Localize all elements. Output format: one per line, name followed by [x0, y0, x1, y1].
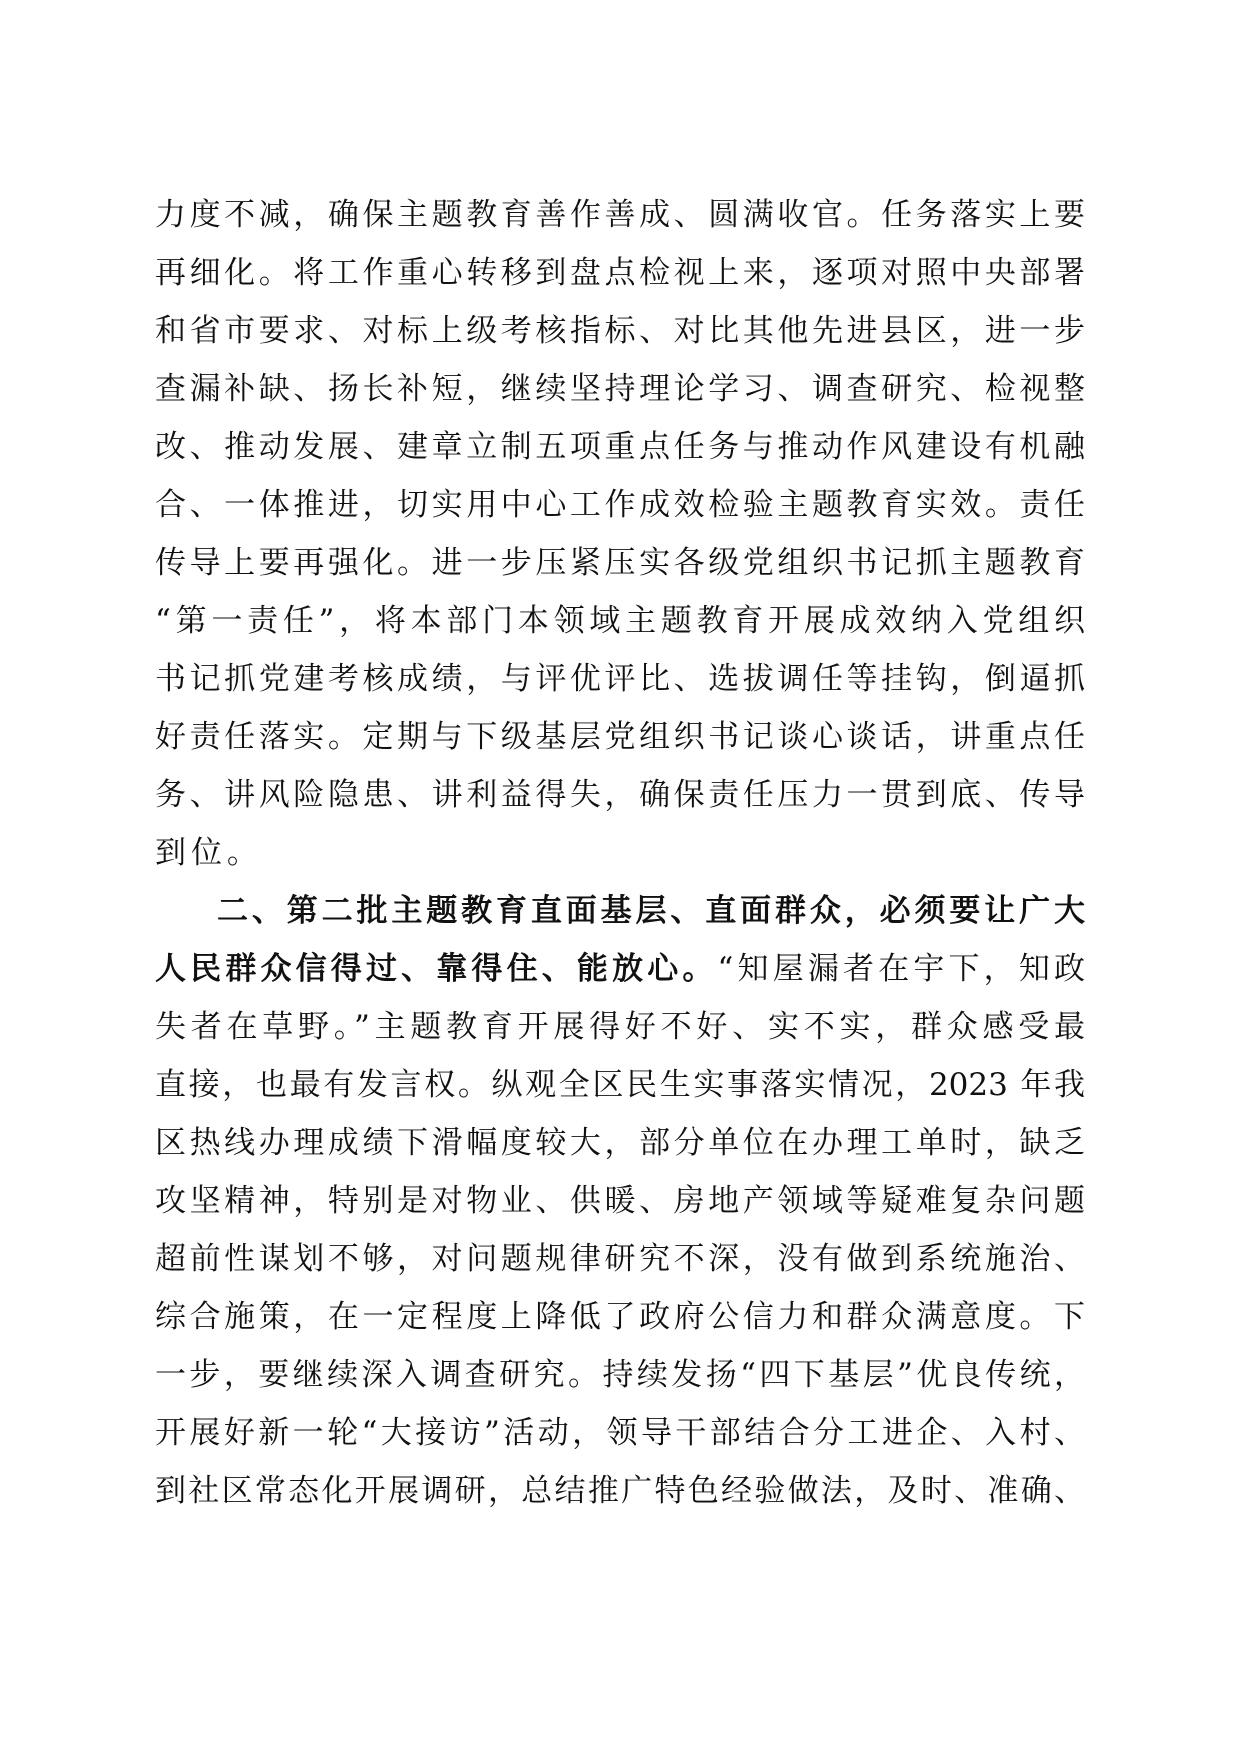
text-line: 超前性谋划不够，对问题规律研究不深，没有做到系统施治、	[155, 1241, 1085, 1277]
text-line: 查漏补缺、扬长补短，继续坚持理论学习、调查研究、检视整	[155, 371, 1085, 407]
text-line: 一步，要继续深入调查研究。持续发扬“四下基层”优良传统，	[155, 1357, 1085, 1393]
text-line: 区热线办理成绩下滑幅度较大，部分单位在办理工单时，缺乏	[155, 1125, 1085, 1161]
quote-start: “知屋漏者在宇下，知政	[717, 951, 1085, 987]
text-line: 和省市要求、对标上级考核指标、对比其他先进县区，进一步	[155, 313, 1085, 349]
paragraph-2	[155, 882, 1085, 1520]
text-line: 再细化。将工作重心转移到盘点检视上来，逐项对照中央部署	[155, 255, 1085, 291]
text-line: 到社区常态化开展调研，总结推广特色经验做法，及时、准确、	[155, 1473, 1085, 1509]
text-line: 务、讲风险隐患、讲利益得失，确保责任压力一贯到底、传导	[155, 777, 1085, 813]
section-heading-end: 人民群众信得过、靠得住、能放心。	[155, 951, 718, 987]
text-line: 综合施策，在一定程度上降低了政府公信力和群众满意度。下	[155, 1299, 1085, 1335]
section-heading-line: 二、第二批主题教育直面基层、直面群众，必须要让广大	[217, 893, 1085, 929]
text-line: 开展好新一轮“大接访”活动，领导干部结合分工进企、入村、	[155, 1415, 1085, 1451]
text-line: 书记抓党建考核成绩，与评优评比、选拔调任等挂钩，倒逼抓	[155, 661, 1085, 697]
text-line: 好责任落实。定期与下级基层党组织书记谈心谈话，讲重点任	[155, 719, 1085, 755]
text-line: 合、一体推进，切实用中心工作成效检验主题教育实效。责任	[155, 487, 1085, 523]
text-line: 力度不减，确保主题教育善作善成、圆满收官。任务落实上要	[155, 197, 1085, 233]
document-body	[155, 186, 1085, 1520]
text-line: 失者在草野。”主题教育开展得好不好、实不实，群众感受最	[155, 1009, 1085, 1045]
text-line: 到位。	[155, 835, 263, 871]
text-line: 攻坚精神，特别是对物业、供暖、房地产领域等疑难复杂问题	[155, 1183, 1085, 1219]
text-line: 传导上要再强化。进一步压紧压实各级党组织书记抓主题教育	[155, 545, 1085, 581]
text-line: “第一责任”，将本部门本领域主题教育开展成效纳入党组织	[155, 603, 1085, 639]
paragraph-1	[155, 186, 1085, 882]
text-line: 改、推动发展、建章立制五项重点任务与推动作风建设有机融	[155, 429, 1085, 465]
mixed-heading-line	[155, 940, 1085, 998]
text-line: 直接，也最有发言权。纵观全区民生实事落实情况，2023 年我	[155, 1067, 1085, 1103]
